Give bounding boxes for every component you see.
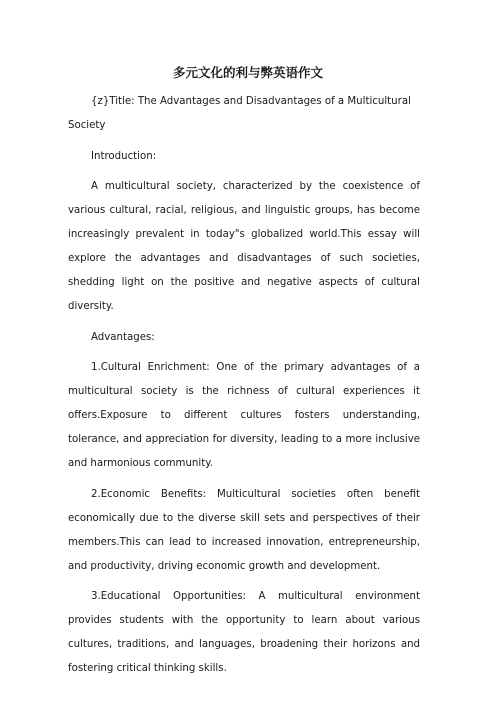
- section-heading-advantages: Advantages:: [91, 331, 155, 343]
- essay-title-line: {z}Title: The Advantages and Disadvantages of a Multicultural Society: [68, 96, 411, 131]
- document-title: 多元文化的利与弊英语作文: [172, 65, 323, 80]
- section-heading-introduction: Introduction:: [91, 150, 157, 162]
- paragraph-advantage-2: 2.Economic Benefits: Multicultural societies often benefit economically due to the diverse skill sets and perspectives of their members.This can lead to increased innovation, entrepreneurship, and productivity, driving economic growth and development.: [68, 488, 420, 572]
- document-body: [68, 90, 420, 688]
- paragraph-advantage-1: 1.Cultural Enrichment: One of the primary advantages of a multicultural society is the richness of cultural experiences it offers.Exposure to different cultures fosters understanding, tolerance, and appreciation for diversity, leading to a more inclusive and harmonious community.: [68, 362, 420, 469]
- paragraph-introduction: A multicultural society, characterized by the coexistence of various cultural, racial, religious, and linguistic groups, has become increasingly prevalent in today"s globalized world.This essay will explore the advantages and disadvantages of such societies, shedding light on the positive and negative aspects of cultural diversity.: [68, 181, 420, 312]
- paragraph-advantage-3: 3.Educational Opportunities: A multicultural environment provides students with the opportunity to learn about various cultures, traditions, and languages, broadening their horizons and fostering critical thinking skills.: [68, 591, 420, 674]
